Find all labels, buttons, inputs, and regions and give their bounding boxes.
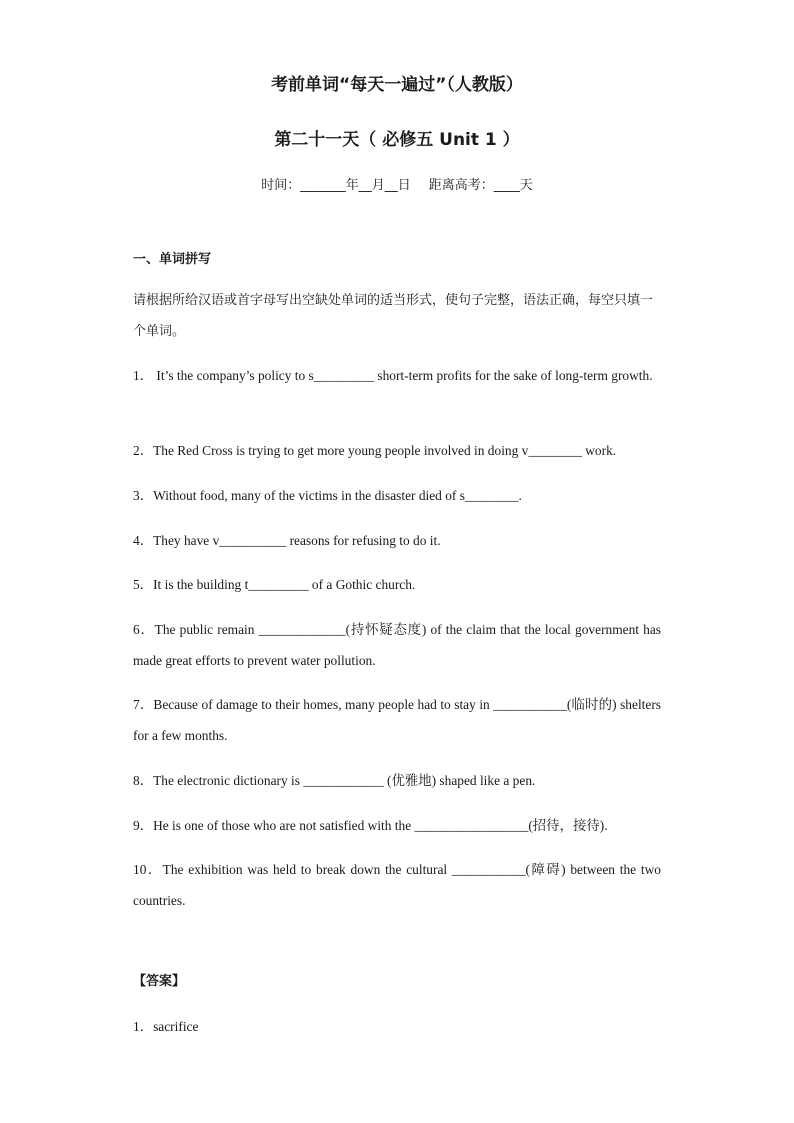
question-9: 9．He is one of those who are not satisfied with the _________________(招待，接待). xyxy=(133,818,608,833)
section-instructions: 请根据所给汉语或首字母写出空缺处单词的适当形式，使句子完整，语法正确，每空只填一个单词。 xyxy=(133,293,654,339)
question-10: 10．The exhibition was held to break down the cultural ___________(障碍) between the two countries. xyxy=(133,862,661,908)
question-6: 6．The public remain _____________(持怀疑态度) of the claim that the local government has made great efforts to prevent water pollution. xyxy=(133,622,661,668)
question-8: 8．The electronic dictionary is ____________ (优雅地) shaped like a pen. xyxy=(133,773,536,788)
question-4: 4．They have v__________ reasons for refusing to do it. xyxy=(133,533,441,548)
section-heading: 一、单词拼写 xyxy=(133,252,212,267)
document-subtitle: 第二十一天（ 必修五 Unit 1 ） xyxy=(274,130,520,150)
document-title: 考前单词“每天一遍过”（人教版） xyxy=(271,75,523,95)
question-7: 7．Because of damage to their homes, many people had to stay in ___________(临时的) shelters for a few months. xyxy=(133,697,661,743)
question-1: 1． It’s the company’s policy to s_________ short-term profits for the sake of long-term growth. xyxy=(133,368,653,383)
question-2: 2．The Red Cross is trying to get more young people involved in doing v________ work. xyxy=(133,443,617,458)
question-3: 3．Without food, many of the victims in the disaster died of s________. xyxy=(133,488,522,503)
date-line xyxy=(0,174,794,193)
date-field: 时间：_______年__月__日 xyxy=(261,178,411,193)
question-5: 5．It is the building t_________ of a Gothic church. xyxy=(133,577,416,592)
answer-item: 1．sacrifice xyxy=(133,1019,199,1034)
answer-heading: 【答案】 xyxy=(133,974,186,989)
countdown-field: 距离高考：____天 xyxy=(428,178,533,193)
